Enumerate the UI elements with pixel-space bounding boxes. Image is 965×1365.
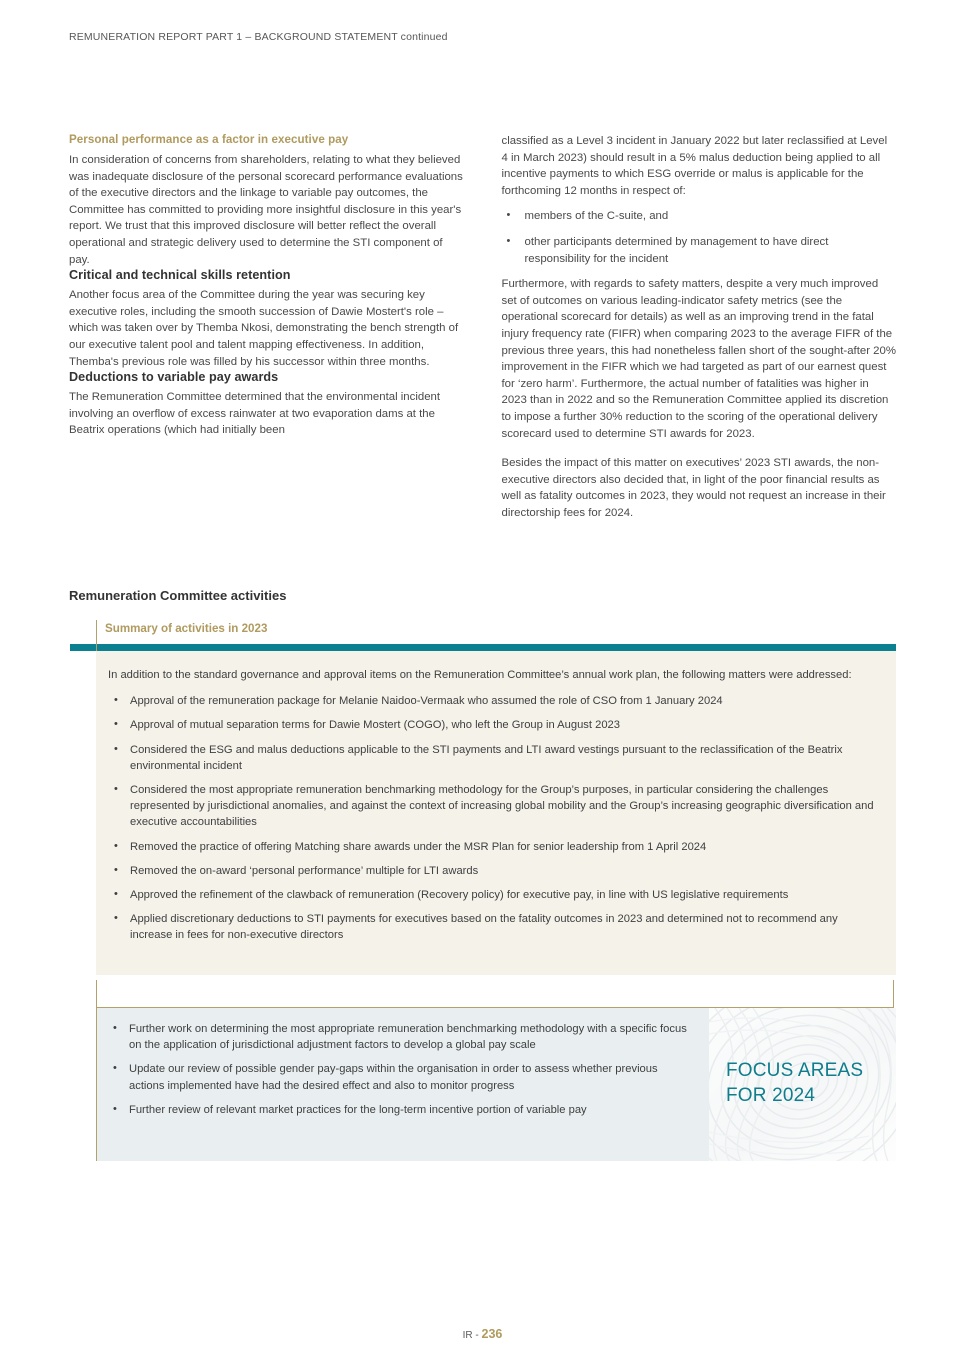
list-item: • Further work on determining the most appropriate remuneration benchmarking methodology with a specific focus on the application of jurisdictional adjustment factors to develop a global pay scale — [107, 1021, 695, 1053]
list-item: • other participants determined by management to have direct responsibility for the incident — [502, 234, 897, 267]
list-item: • Considered the most appropriate remuneration benchmarking methodology for the Group’s purposes, in particular considering the challenges represented by jurisdictional anomalies, and against the context of increasing global mobility and the Group’s increasing geographic diversification and executive accountabilities — [108, 782, 878, 831]
paragraph-personal-performance: In consideration of concerns from shareholders, relating to what they believed was inadequate disclosure of the personal scorecard performance evaluations of the executive directors and the linkage to variable pay outcomes, the Committee has committed to providing more insightful disclosure in this year's report. We trust that this improved disclosure will better reflect the overall operational and strategic delivery used to determine the STI component of pay. — [69, 154, 463, 266]
gold-connector-bracket — [96, 980, 894, 1008]
paragraph-deductions: The Remuneration Committee determined that the environmental incident involving an overflow of excess rainwater at two evaporation dams at the Beatrix operations (which had initially been — [69, 391, 441, 437]
focus-areas-row — [80, 1008, 896, 1161]
running-header: REMUNERATION REPORT PART 1 – BACKGROUND STATEMENT continued — [69, 31, 448, 43]
list-item: • Approval of mutual separation terms for Dawie Mostert (COGO), who left the Group in August 2023 — [108, 717, 878, 733]
footer-page-number: 236 — [481, 1327, 503, 1341]
list-item: • members of the C-suite, and — [502, 208, 897, 225]
focus-areas-title-line2: FOR 2024 — [726, 1085, 816, 1106]
list-item: • Further review of relevant market practices for the long-term incentive portion of variable pay — [107, 1102, 695, 1118]
focus-areas-art-panel — [709, 1008, 896, 1161]
section-title-committee-activities: Remuneration Committee activities — [69, 588, 287, 603]
paragraph-skills-retention: Another focus area of the Committee during the year was securing key executive roles, including the smooth succession of Dawie Mostert's role – which was taken over by Themba Nkosi, demonstrating the bench strength of our executive talent pool and talent mapping effectiveness. In addition, Themba's previous role was filled by his successor within three months. — [69, 289, 459, 368]
focus-bullet-list — [107, 1021, 695, 1118]
paragraph-directorship-fees: Besides the impact of this matter on executives’ 2023 STI awards, the non-executive directors also decided that, in light of the poor financial results as well as fatality outcomes in 2023, they would not request an increase in their directorship fees for 2024. — [501, 457, 886, 519]
right-column-bullets — [502, 208, 897, 267]
page-footer — [0, 1327, 965, 1341]
summary-activities-panel — [96, 651, 896, 975]
summary-intro-text: In addition to the standard governance and approval items on the Remuneration Committee’s annual work plan, the following matters were addressed: — [108, 669, 852, 681]
teal-accent-bar — [70, 644, 896, 651]
footer-prefix: IR - — [462, 1330, 482, 1341]
summary-label: Summary of activities in 2023 — [105, 622, 268, 635]
list-item: • Approval of the remuneration package for Melanie Naidoo-Vermaak who assumed the role of CSO from 1 January 2024 — [108, 693, 878, 709]
left-column — [69, 133, 464, 521]
heading-skills-retention: Critical and technical skills retention — [69, 268, 291, 283]
gold-bracket-mask — [97, 979, 893, 982]
heading-personal-performance: Personal performance as a factor in executive pay — [69, 133, 349, 146]
focus-areas-title-line1: FOCUS AREAS — [726, 1060, 864, 1081]
list-item: • Removed the practice of offering Matching share awards under the MSR Plan for senior leadership from 1 April 2024 — [108, 839, 878, 855]
list-item: • Removed the on-award ‘personal performance’ multiple for LTI awards — [108, 863, 878, 879]
paragraph-safety-matters: Furthermore, with regards to safety matters, despite a very much improved set of outcomes on various leading-indicator safety metrics (see the operational scorecard for details) as well as an improving trend in the fatal injury frequency rate (FIFR) when comparing 2023 to the average FIFR of the previous three years, this had nonetheless fallen short of the sought-after 20% improvement in the FIFR which we had targeted as part of our earnest quest for ‘zero harm’. Furthermore, the actual number of fatalities was higher in 2023 than in 2022 and so the Remuneration Committee applied its discretion to impose a further 30% reduction to the scoring of the operational delivery scorecard used to determine STI awards for 2023. — [501, 278, 896, 440]
paragraph-classification: classified as a Level 3 incident in January 2022 but later reclassified at Level 4 in March 2023) should result in a 5% malus deduction being applied to all incentive payments to which ESG override or malus is applicable for the forthcoming 12 months in respect of: — [501, 135, 888, 197]
heading-deductions: Deductions to variable pay awards — [69, 370, 279, 385]
two-column-body — [69, 133, 896, 521]
list-item: • Considered the ESG and malus deductions applicable to the STI payments and LTI award vestings pursuant to the reclassification of the Beatrix environmental incident — [108, 742, 878, 774]
list-item: • Update our review of possible gender pay-gaps within the organisation in order to assess whether previous actions implemented have had the desired effect and also to monitor progress — [107, 1061, 695, 1093]
list-item: • Applied discretionary deductions to STI payments for executives based on the fatality outcomes in 2023 and determined not to recommend any increase in fees for non-executive directors — [108, 911, 878, 943]
focus-areas-text-panel — [97, 1008, 709, 1161]
focus-areas-title — [726, 1058, 863, 1108]
summary-bullet-list — [108, 693, 878, 943]
list-item: • Approved the refinement of the clawback of remuneration (Recovery policy) for executive pay, in line with US legislative requirements — [108, 887, 878, 903]
right-column — [502, 133, 897, 521]
